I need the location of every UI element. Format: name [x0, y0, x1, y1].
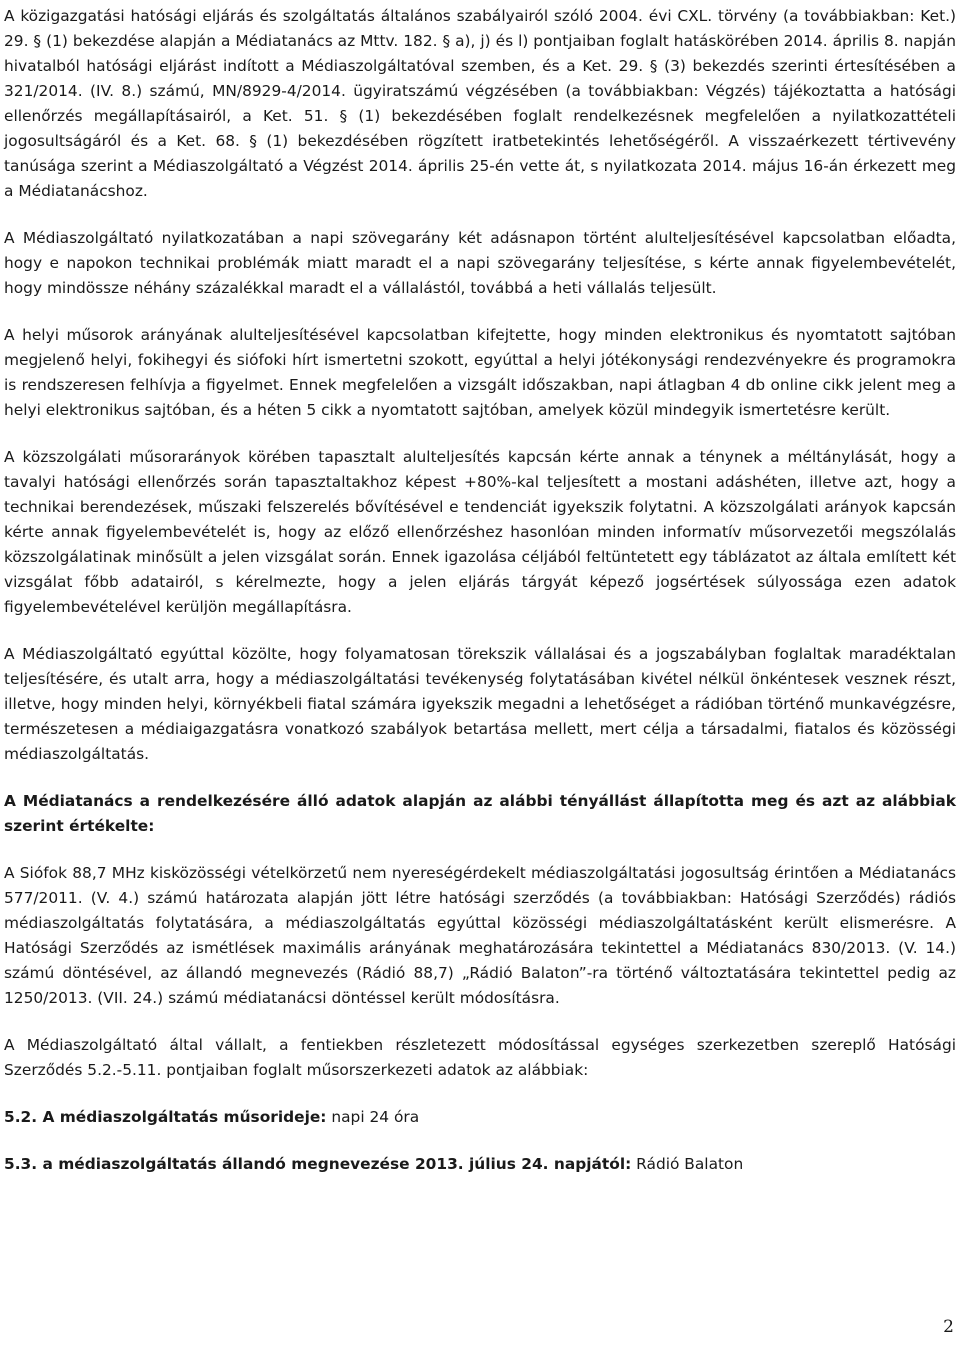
- item-5-3-label: 5.3. a médiaszolgáltatás állandó megnevezése 2013. július 24. napjától:: [4, 1155, 632, 1173]
- paragraph-local-programs: A helyi műsorok arányának alulteljesítésével kapcsolatban kifejtette, hogy minden elektronikus és nyomtatott sajtóban megjelenő helyi, fokihegyi és siófoki hírt ismertetni szokott, egyúttal a helyi jótékonysági rendezvényekre és programokra is rendszeresen felhívja a figyelmet. Ennek megfelelően a vizsgált időszakban, napi átlagban 4 db online cikk jelent meg a helyi elektronikus sajtóban, és a héten 5 cikk a nyomtatott sajtóban, amelyek közül mindegyik ismertetésre került.: [4, 326, 956, 419]
- section-heading-findings: A Médiatanács a rendelkezésére álló adatok alapján az alábbi tényállást állapította meg és azt az alábbiak szerint értékelte:: [4, 792, 956, 835]
- paragraph-procedure: A közigazgatási hatósági eljárás és szolgáltatás általános szabályairól szóló 2004. évi CXL. törvény (a továbbiakban: Ket.) 29. § (1) bekezdése alapján a Médiatanács az Mttv. 182. § a), j) és l) pontjaiban foglalt hatáskörében 2014. április 8. napján hivatalból hatósági eljárást indított a Médiaszolgáltatóval szemben, és a Ket. 29. § (3) bekezdés szerinti értesítésében a 321/2014. (IV. 8.) számú, MN/8929-4/2014. ügyiratszámú végzésében (a továbbiakban: Végzés) tájékoztatta a hatósági ellenőrzés megállapításairól, a Ket. 51. § (1) bekezdésében foglalt rendelkezésnek megfelelően a nyilatkozattételi jogosultságáról és a Ket. 68. § (1) bekezdésében rögzített iratbetekintés lehetőségéről. A visszaérkezett tértivevény tanúsága szerint a Médiaszolgáltató a Végzést 2014. április 25-én vette át, s nyilatkozata 2014. május 16-án érkezett meg a Médiatanácshoz.: [4, 7, 956, 200]
- paragraph-contract: A Siófok 88,7 MHz kisközösségi vételkörzetű nem nyereségérdekelt médiaszolgáltatási jogosultság érintően a Médiatanács 577/2011. (V. 4.) számú határozata alapján jött létre hatósági szerződés (a továbbiakban: Hatósági Szerződés) rádiós médiaszolgáltatás folytatására, a médiaszolgáltatás egyúttal közösségi médiaszolgáltatásként került elismerésre. A Hatósági Szerződés az ismétlések maximális arányának meghatározására tekintettel a Médiatanács 830/2013. (V. 14.) számú döntésével, az állandó megnevezés (Rádió 88,7) „Rádió Balaton”-ra történő változtatására tekintettel pedig az 1250/2013. (VII. 24.) számú médiatanácsi döntéssel került módosításra.: [4, 864, 956, 1007]
- page-number: 2: [943, 1317, 954, 1337]
- paragraph-program-structure: A Médiaszolgáltató által vállalt, a fentiekben részletezett módosítással egységes szerkezetben szereplő Hatósági Szerződés 5.2.-5.11. pontjaiban foglalt műsorszerkezeti adatok az alábbiak:: [4, 1036, 956, 1079]
- item-5-2-label: 5.2. A médiaszolgáltatás műsorideje:: [4, 1108, 327, 1126]
- item-5-2: [4, 1105, 956, 1130]
- paragraph-public-service: A közszolgálati műsorarányok körében tapasztalt alulteljesítés kapcsán kérte annak a ténynek a méltánylását, hogy a tavalyi hatósági ellenőrzés során tapasztaltakhoz képest +80%-kal teljesített a mostani adáshéten, illetve azt, hogy a technikai berendezések, műszaki felszerelés bővítésével e tendenciát igyekszik folytatni. A közszolgálati arányok kapcsán kérte annak figyelembevételét is, hogy az előző ellenőrzéshez hasonlóan minden informatív műsorvezetői megszólalás közszolgálatinak minősült a jelen vizsgálat során. Ennek igazolása céljából feltüntetett egy táblázatot az általa említett két vizsgálat főbb adatairól, s kérelmezte, hogy a jelen eljárás tárgyát képező jogsértések súlyossága ezen adatok figyelembevételével kerüljön megállapításra.: [4, 448, 956, 616]
- paragraph-volunteers: A Médiaszolgáltató egyúttal közölte, hogy folyamatosan törekszik vállalásai és a jogszabályban foglaltak maradéktalan teljesítésére, és utalt arra, hogy a médiaszolgáltatási tevékenység folytatásában kivétel nélkül önkéntesek vesznek részt, illetve, hogy minden helyi, környékbeli fiatal számára igyekszik megadni a lehetőséget a rádióban történő munkavégzésre, természetesen a médiaigazgatásra vonatkozó szabályok betartása mellett, mert célja a társadalmi, fiatalos és közösségi médiaszolgáltatás.: [4, 645, 956, 763]
- item-5-2-value: napi 24 óra: [326, 1108, 420, 1126]
- item-5-3: [4, 1152, 956, 1177]
- item-5-3-value: Rádió Balaton: [631, 1155, 744, 1173]
- paragraph-statement: A Médiaszolgáltató nyilatkozatában a napi szövegarány két adásnapon történt alulteljesítésével kapcsolatban előadta, hogy e napokon technikai problémák miatt maradt el a napi szövegarány teljesítése, s kérte annak figyelembevételét, hogy mindössze néhány százalékkal maradt el a vállalástól, továbbá a heti vállalás teljesült.: [4, 229, 956, 297]
